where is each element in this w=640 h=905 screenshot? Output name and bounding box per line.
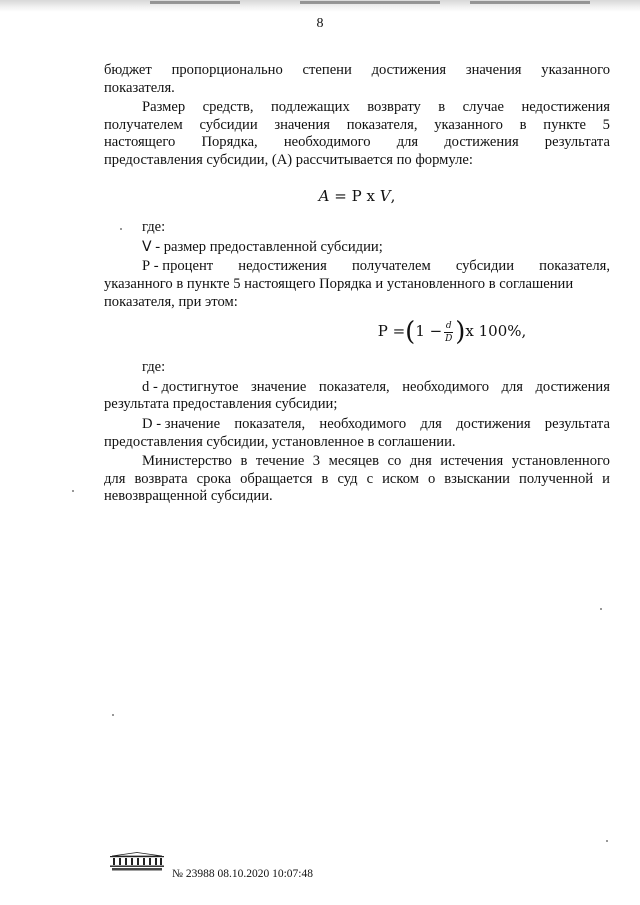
scan-dust xyxy=(72,490,74,492)
justified-line xyxy=(104,416,610,434)
formula-paren-close: ) xyxy=(455,317,466,348)
word: о xyxy=(427,470,436,487)
scan-dust xyxy=(600,608,602,610)
word: дня xyxy=(409,453,432,470)
word: обращается xyxy=(240,470,313,487)
justified-line xyxy=(104,117,610,135)
line-text: предоставления субсидии, установленное в соглашении. xyxy=(104,433,456,450)
word: случае xyxy=(462,99,504,116)
where-label: где: xyxy=(142,359,166,376)
line-text: показателя. xyxy=(104,79,175,96)
word: получателем xyxy=(351,258,431,275)
fraction-denominator: D xyxy=(445,333,453,344)
word: Порядка, xyxy=(201,134,258,151)
word: 3 xyxy=(312,453,321,470)
word: суд xyxy=(337,470,358,487)
definition-p xyxy=(104,258,610,311)
word: иском xyxy=(382,470,419,487)
formula-comma: , xyxy=(390,186,396,205)
justified-line xyxy=(104,453,610,471)
formula-fraction xyxy=(444,321,453,344)
paragraph-ministry-court xyxy=(104,453,610,506)
word: полученной xyxy=(519,470,594,487)
word: настоящего xyxy=(104,134,176,151)
line-text: результата предоставления субсидии; xyxy=(104,396,338,413)
word: течение xyxy=(255,453,305,470)
fraction-bar xyxy=(444,332,453,333)
word: срока xyxy=(196,470,232,487)
word: достижения xyxy=(535,378,610,395)
justified-line xyxy=(104,62,610,80)
word: показателя, xyxy=(318,378,390,395)
definition-text: - размер предоставленной субсидии; xyxy=(151,238,383,255)
word: возврата xyxy=(134,470,188,487)
scan-streak xyxy=(300,1,440,4)
word: недостижения xyxy=(521,99,610,116)
formula-var-v: V xyxy=(379,186,391,205)
formula-var-p: P xyxy=(351,186,362,205)
fraction-numerator: d xyxy=(445,320,452,331)
formula-multiply: x xyxy=(361,186,375,205)
word: субсидии xyxy=(455,258,515,275)
formula-paren-open: ( xyxy=(405,317,416,348)
word: подлежащих xyxy=(270,99,350,116)
formula-rest: x 100%, xyxy=(465,322,527,341)
word: и xyxy=(602,470,610,487)
line-text: указанного в пункте 5 настоящего Порядка и установленного в соглашении xyxy=(104,275,574,292)
word: в xyxy=(240,453,248,470)
word: необходимого xyxy=(283,134,371,151)
formula-refund-amount xyxy=(104,188,610,206)
justified-line xyxy=(104,134,610,152)
word: недостижения xyxy=(238,258,327,275)
formula-one-minus: 1 − xyxy=(415,322,443,341)
word: достижения xyxy=(444,134,519,151)
document-body xyxy=(104,62,610,506)
scan-dust xyxy=(606,840,608,842)
definition-letter: V xyxy=(142,238,152,255)
word: достижения xyxy=(456,415,531,432)
government-building-stamp-icon xyxy=(108,852,166,872)
word: для xyxy=(420,415,442,432)
word: показателя, xyxy=(234,415,306,432)
formula-percent xyxy=(294,313,610,351)
scan-streak xyxy=(470,1,590,4)
word: необходимого xyxy=(319,415,407,432)
scan-dust xyxy=(112,714,114,716)
scan-edge-shadow xyxy=(0,0,640,12)
line-text: невозвращенной субсидии. xyxy=(104,488,273,505)
justified-line xyxy=(104,379,610,397)
formula-equals: = xyxy=(329,186,352,205)
word: для xyxy=(501,378,523,395)
word: 5 xyxy=(602,116,610,133)
justified-line xyxy=(104,99,610,117)
word: Р - процент xyxy=(142,258,214,275)
word: результата xyxy=(544,134,610,151)
page-number: 8 xyxy=(316,16,324,31)
word: в xyxy=(321,470,329,487)
word: указанного xyxy=(434,116,503,133)
paragraph-refund-size xyxy=(104,99,610,169)
word: истечения xyxy=(440,453,504,470)
word: взыскании xyxy=(444,470,510,487)
word: показателя, xyxy=(346,116,418,133)
word: указанного xyxy=(541,62,610,78)
word: для xyxy=(396,134,419,151)
definition-v xyxy=(104,239,610,257)
word: результата xyxy=(544,415,610,432)
word: в xyxy=(438,99,446,116)
word: значение xyxy=(250,378,307,395)
word: пункте xyxy=(543,116,586,133)
line-text: предоставления субсидии, (А) рассчитывается по формуле: xyxy=(104,151,473,168)
scan-streak xyxy=(150,1,240,4)
word: субсидии xyxy=(199,116,258,133)
word: d - достигнутое xyxy=(142,378,239,395)
justified-line xyxy=(104,471,610,489)
word: месяцев xyxy=(328,453,380,470)
word: значения xyxy=(465,62,522,78)
word: D - значение xyxy=(142,415,221,432)
paragraph-budget xyxy=(104,62,610,97)
word: получателем xyxy=(104,116,183,133)
word: в xyxy=(519,116,527,133)
word: Министерство xyxy=(142,453,232,470)
word: Размер xyxy=(142,99,186,116)
word: достижения xyxy=(371,62,447,78)
word: со xyxy=(387,453,402,470)
word: степени xyxy=(302,62,352,78)
word: пропорционально xyxy=(171,62,283,78)
scan-dust xyxy=(120,228,122,230)
formula-lhs: Р = xyxy=(377,322,406,341)
formula-var-a: A xyxy=(318,186,330,205)
definition-d xyxy=(104,379,610,414)
where-label: где: xyxy=(142,219,166,236)
word: значения xyxy=(274,116,330,133)
word: средств, xyxy=(202,99,254,116)
word: для xyxy=(104,470,126,487)
word: установленного xyxy=(511,453,610,470)
registration-number: № 23988 08.10.2020 10:07:48 xyxy=(172,868,313,880)
word: с xyxy=(366,470,374,487)
word: бюджет xyxy=(104,62,152,78)
word: возврату xyxy=(367,99,421,116)
word: необходимого xyxy=(402,378,490,395)
justified-line xyxy=(104,258,610,276)
line-text: показателя, при этом: xyxy=(104,293,238,310)
word: показателя, xyxy=(539,258,610,275)
definition-big-d xyxy=(104,416,610,451)
